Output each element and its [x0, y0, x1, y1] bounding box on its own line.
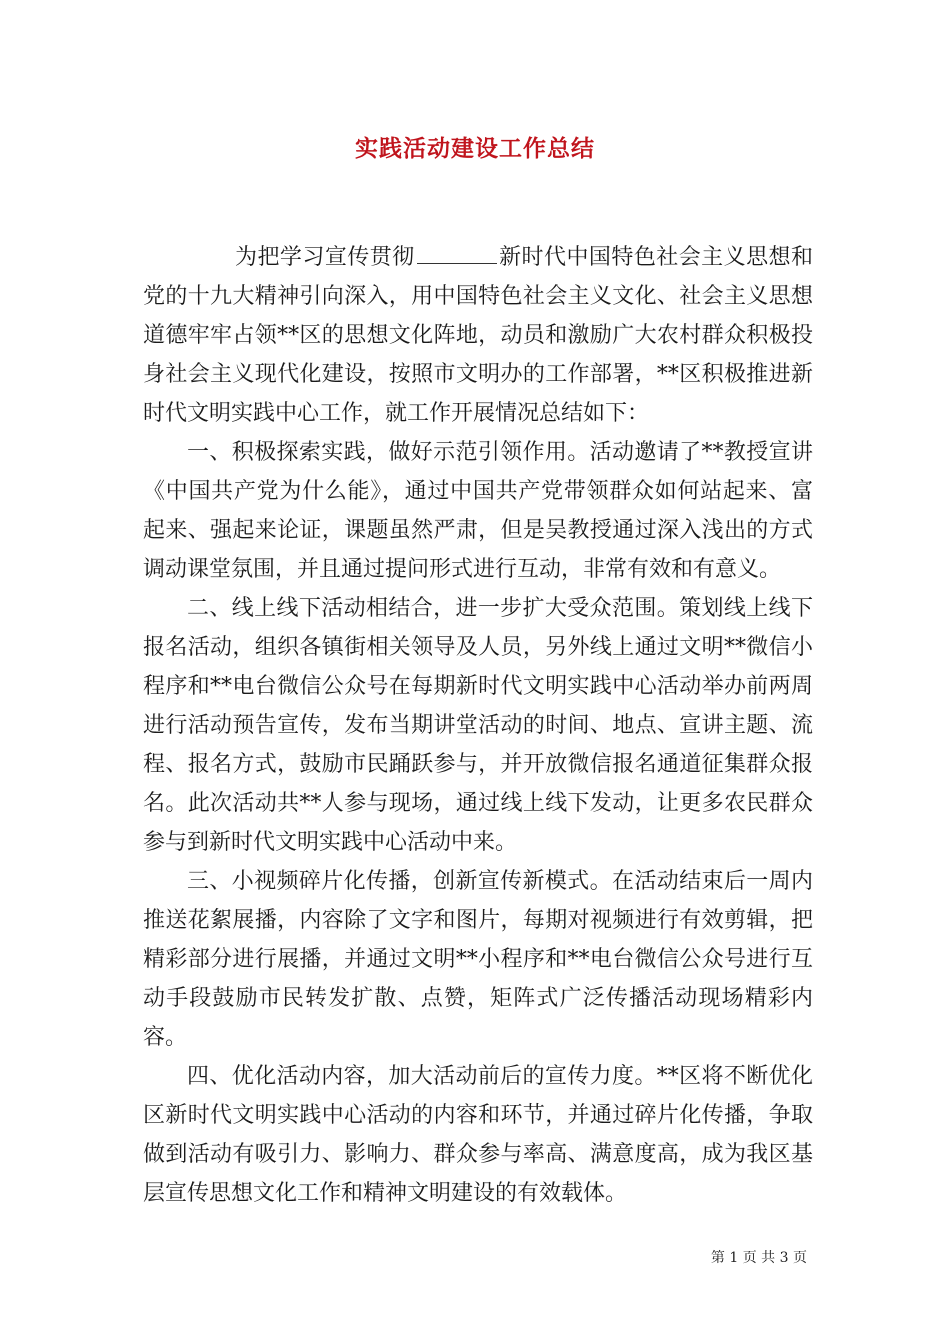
section-paragraph-4: 四、优化活动内容，加大活动前后的宣传力度。**区将不断优化区新时代文明实践中心活动的内容和环节，并通过碎片化传播，争取做到活动有吸引力、影响力、群众参与率高、满意度高，成为我区基层宣传思想文化工作和精神文明建设的有效载体。 [143, 1064, 813, 1206]
intro-paragraph [143, 238, 813, 433]
section-paragraph-2: 二、线上线下活动相结合，进一步扩大受众范围。策划线上线下报名活动，组织各镇街相关领导及人员，另外线上通过文明**微信小程序和**电台微信公众号在每期新时代文明实践中心活动举办前两周进行活动预告宣传，发布当期讲堂活动的时间、地点、宣讲主题、流程、报名方式，鼓励市民踊跃参与，并开放微信报名通道征集群众报名。此次活动共**人参与现场，通过线上线下发动，让更多农民群众参与到新时代文明实践中心活动中来。 [143, 596, 813, 855]
intro-text-start: 为把学习宣传贯彻 [235, 245, 415, 270]
section-paragraph-3: 三、小视频碎片化传播，创新宣传新模式。在活动结束后一周内推送花絮展播，内容除了文字和图片，每期对视频进行有效剪辑，把精彩部分进行展播，并通过文明**小程序和**电台微信公众号进行互动手段鼓励市民转发扩散、点赞，矩阵式广泛传播活动现场精彩内容。 [143, 869, 813, 1050]
section-paragraph-1: 一、积极探索实践，做好示范引领作用。活动邀请了**教授宣讲《中国共产党为什么能》，通过中国共产党带领群众如何站起来、富起来、强起来论证，课题虽然严肃，但是吴教授通过深入浅出的方式调动课堂氛围，并且通过提问形式进行互动，非常有效和有意义。 [143, 440, 813, 582]
intro-text-rest: 新时代中国特色社会主义思想和党的十九大精神引向深入，用中国特色社会主义文化、社会主义思想道德牢牢占领**区的思想文化阵地，动员和激励广大农村群众积极投身社会主义现代化建设，按照市文明办的工作部署，**区积极推进新时代文明实践中心工作，就工作开展情况总结如下： [143, 245, 813, 426]
document-title: 实践活动建设工作总结 [355, 135, 595, 162]
blank-underline [417, 245, 497, 264]
page-number: 第 1 页 共 3 页 [710, 1250, 807, 1266]
document-body [143, 238, 813, 1213]
